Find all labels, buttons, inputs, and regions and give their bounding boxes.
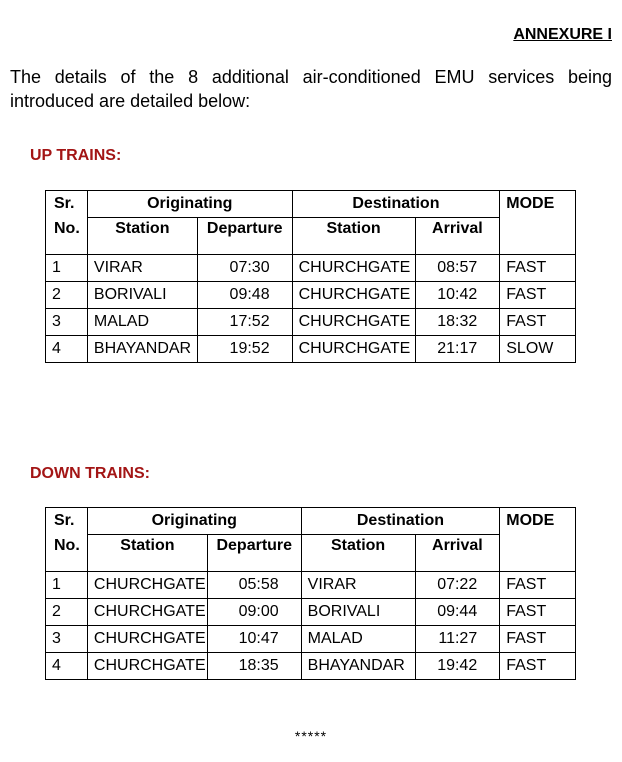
mode-cell: SLOW [500, 336, 576, 363]
orig-station-cell: BHAYANDAR [87, 336, 197, 363]
table-header-row [46, 508, 576, 535]
dest-station-cell: BORIVALI [301, 599, 415, 626]
up-trains-table [45, 190, 576, 363]
table-row [46, 626, 576, 653]
mode-subheader [500, 535, 576, 572]
orig-station-cell: CHURCHGATE [87, 626, 207, 653]
intro-paragraph: The details of the 8 additional air-conditioned EMU services being introduced are detailed below: [10, 67, 612, 111]
table-row [46, 599, 576, 626]
departure-cell: 19:52 [197, 336, 292, 363]
mode-cell: FAST [500, 255, 576, 282]
departure-cell: 09:48 [197, 282, 292, 309]
annexure-heading: ANNEXURE I [513, 26, 612, 43]
orig-station-cell: CHURCHGATE [87, 599, 207, 626]
departure-cell: 17:52 [197, 309, 292, 336]
arrival-cell: 09:44 [415, 599, 500, 626]
arrival-cell: 10:42 [415, 282, 500, 309]
arrival-cell: 21:17 [415, 336, 500, 363]
mode-header: MODE [500, 191, 576, 218]
orig-station-cell: CHURCHGATE [87, 572, 207, 599]
arrival-cell: 18:32 [415, 309, 500, 336]
arrival-cell: 08:57 [415, 255, 500, 282]
down-trains-table [45, 507, 576, 680]
arrival-cell: 07:22 [415, 572, 500, 599]
table-subheader-row [46, 218, 576, 255]
orig-station-cell: VIRAR [87, 255, 197, 282]
table-subheader-row [46, 535, 576, 572]
departure-cell: 05:58 [207, 572, 301, 599]
orig-station-cell: MALAD [87, 309, 197, 336]
dest-station-header: Station [292, 218, 415, 255]
table-row [46, 309, 576, 336]
orig-station-header: Station [87, 535, 207, 572]
dest-station-cell: CHURCHGATE [292, 282, 415, 309]
up-trains-title: UP TRAINS: [30, 147, 122, 164]
sr-cell: 1 [46, 572, 88, 599]
departure-header: Departure [207, 535, 301, 572]
dest-station-cell: CHURCHGATE [292, 336, 415, 363]
sr-cell: 2 [46, 282, 88, 309]
originating-header: Originating [87, 191, 292, 218]
mode-cell: FAST [500, 282, 576, 309]
destination-header: Destination [301, 508, 500, 535]
table-header-row [46, 191, 576, 218]
mode-header: MODE [500, 508, 576, 535]
destination-header: Destination [292, 191, 500, 218]
sr-cell: 3 [46, 626, 88, 653]
no-header: No. [46, 535, 88, 572]
table-row [46, 572, 576, 599]
dest-station-cell: CHURCHGATE [292, 309, 415, 336]
table-row [46, 336, 576, 363]
down-trains-title: DOWN TRAINS: [30, 465, 150, 482]
orig-station-cell: BORIVALI [87, 282, 197, 309]
orig-station-cell: CHURCHGATE [87, 653, 207, 680]
mode-cell: FAST [500, 309, 576, 336]
mode-cell: FAST [500, 572, 576, 599]
arrival-cell: 19:42 [415, 653, 500, 680]
departure-cell: 18:35 [207, 653, 301, 680]
departure-cell: 07:30 [197, 255, 292, 282]
no-header: No. [46, 218, 88, 255]
sr-cell: 2 [46, 599, 88, 626]
dest-station-cell: VIRAR [301, 572, 415, 599]
sr-header: Sr. [46, 508, 88, 535]
sr-cell: 4 [46, 653, 88, 680]
orig-station-header: Station [87, 218, 197, 255]
sr-cell: 3 [46, 309, 88, 336]
table-row [46, 282, 576, 309]
originating-header: Originating [87, 508, 301, 535]
arrival-header: Arrival [415, 218, 500, 255]
sr-cell: 4 [46, 336, 88, 363]
dest-station-cell: CHURCHGATE [292, 255, 415, 282]
departure-cell: 09:00 [207, 599, 301, 626]
sr-header: Sr. [46, 191, 88, 218]
mode-cell: FAST [500, 653, 576, 680]
arrival-cell: 11:27 [415, 626, 500, 653]
departure-header: Departure [197, 218, 292, 255]
mode-subheader [500, 218, 576, 255]
mode-cell: FAST [500, 599, 576, 626]
table-row [46, 255, 576, 282]
dest-station-cell: BHAYANDAR [301, 653, 415, 680]
dest-station-cell: MALAD [301, 626, 415, 653]
dest-station-header: Station [301, 535, 415, 572]
sr-cell: 1 [46, 255, 88, 282]
departure-cell: 10:47 [207, 626, 301, 653]
table-row [46, 653, 576, 680]
footer-stars: ***** [294, 728, 328, 744]
arrival-header: Arrival [415, 535, 500, 572]
mode-cell: FAST [500, 626, 576, 653]
